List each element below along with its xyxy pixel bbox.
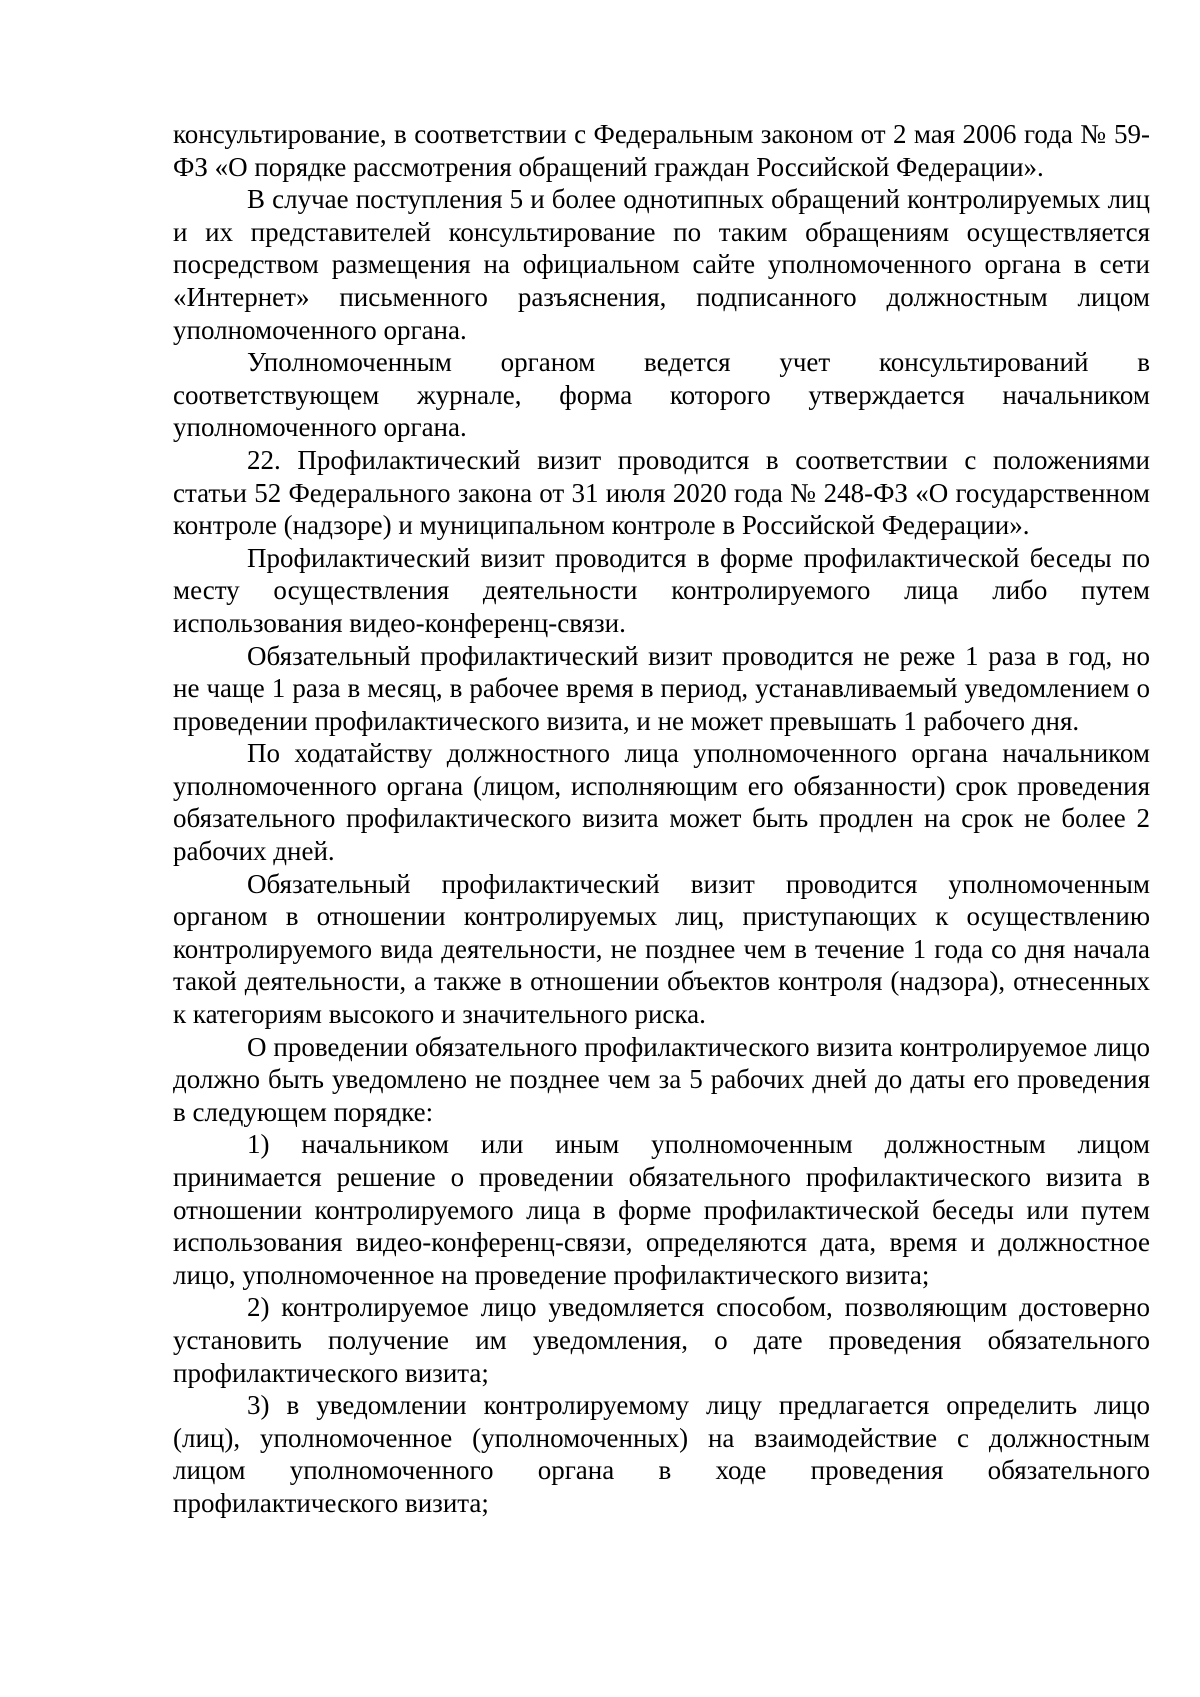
list-item-3: 3) в уведомлении контролируемому лицу предлагается определить лицо (лиц), уполномоченное (уполномоченных) на взаимодействие с должностным лицом уполномоченного органа в ходе проведения обязательного профилактического визита; <box>173 1390 1150 1518</box>
paragraph-multiple-requests: В случае поступления 5 и более однотипных обращений контролируемых лиц и их представителей консультирование по таким обращениям осуществляется посредством размещения на официальном сайте уполномоченного органа в сети «Интернет» письменного разъяснения, подписанного должностным лицом уполномоченного органа. <box>173 184 1150 345</box>
paragraph-visit-form: Профилактический визит проводится в форме профилактической беседы по месту осуществления деятельности контролируемого лица либо путем использования видео-конференц-связи. <box>173 542 1150 638</box>
list-item-1: 1) начальником или иным уполномоченным должностным лицом принимается решение о проведении обязательного профилактического визита в отношении контролируемого лица в форме профилактической беседы или путем использования видео-конференц-связи, определяются дата, время и должностное лицо, уполномоченное на проведение профилактического визита; <box>173 1129 1150 1290</box>
paragraph-notification: О проведении обязательного профилактического визита контролируемое лицо должно быть уведомлено не позднее чем за 5 рабочих дней до даты его проведения в следующем порядке: <box>173 1031 1150 1127</box>
document-page <box>173 118 1150 1520</box>
paragraph-visit-frequency: Обязательный профилактический визит проводится не реже 1 раза в год, но не чаще 1 раза в месяц, в рабочее время в период, устанавливаемый уведомлением о проведении профилактического визита, и не может превышать 1 рабочего дня. <box>173 640 1150 736</box>
paragraph-continuation: консультирование, в соответствии с Федеральным законом от 2 мая 2006 года № 59-ФЗ «О порядке рассмотрения обращений граждан Российской Федерации». <box>173 119 1150 182</box>
paragraph-item-22: 22. Профилактический визит проводится в соответствии с положениями статьи 52 Федерального закона от 31 июля 2020 года № 248-ФЗ «О государственном контроле (надзоре) и муниципальном контроле в Российской Федерации». <box>173 444 1150 541</box>
paragraph-visit-extension: По ходатайству должностного лица уполномоченного органа начальником уполномоченного органа (лицом, исполняющим его обязанности) срок проведения обязательного профилактического визита может быть продлен на срок не более 2 рабочих дней. <box>173 738 1150 867</box>
paragraph-consultation-log: Уполномоченным органом ведется учет консультирований в соответствующем журнале, форма которого утверждается начальником уполномоченного органа. <box>173 347 1150 443</box>
list-item-2: 2) контролируемое лицо уведомляется способом, позволяющим достоверно установить получение им уведомления, о дате проведения обязательного профилактического визита; <box>173 1292 1150 1388</box>
paragraph-mandatory-visit: Обязательный профилактический визит проводится уполномоченным органом в отношении контролируемых лиц, приступающих к осуществлению контролируемого вида деятельности, не позднее чем в течение 1 года со дня начала такой деятельности, а также в отношении объектов контроля (надзора), отнесенных к категориям высокого и значительного риска. <box>173 868 1150 1030</box>
